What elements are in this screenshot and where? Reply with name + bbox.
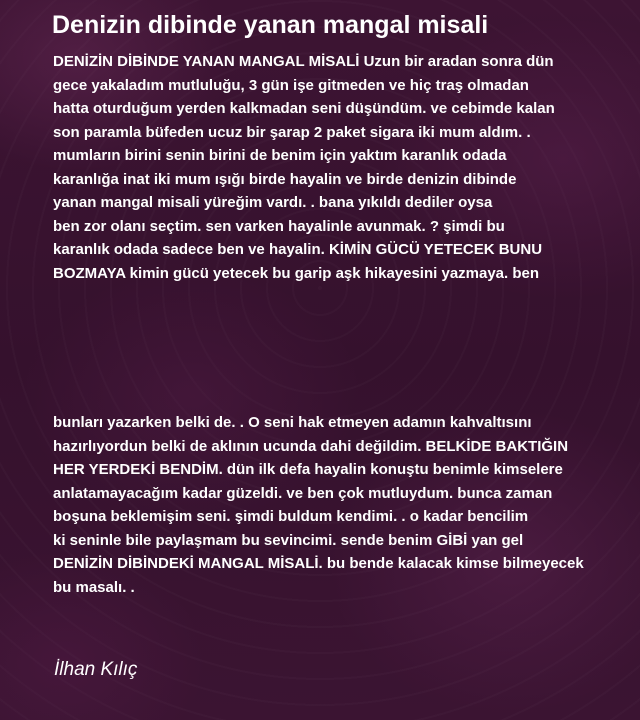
poem-line: son paramla büfeden ucuz bir şarap 2 paket sigara iki mum aldım. . <box>53 123 531 141</box>
poem-line: DENİZİN DİBİNDE YANAN MANGAL MİSALİ Uzun bir aradan sonra dün <box>53 53 554 70</box>
poem-title: Denizin dibinde yanan mangal misali <box>52 11 489 39</box>
poem-line: anlatamayacağım kadar güzeldi. ve ben çok mutluydum. bunca zaman <box>53 484 553 502</box>
poem-line: mumların birini senin birini de benim için yaktım karanlık odada <box>53 147 507 164</box>
poem-author: İlhan Kılıç <box>54 659 138 680</box>
poem-line: boşuna beklemişim seni. şimdi buldum kendimi. . o kadar bencilim <box>53 508 529 525</box>
poem-line: ki seninle bile paylaşmam bu sevincimi. sende benim GİBİ yan gel <box>53 531 524 549</box>
poem-line: HER YERDEKİ BENDİM. dün ilk defa hayalin konuştu benimle kimselere <box>53 461 563 478</box>
poem-line: yanan mangal misali yüreğim vardı. . bana yıkıldı dediler oysa <box>53 194 493 211</box>
poem-stanza-1 <box>53 50 555 285</box>
poem-line: hatta oturduğum yerden kalkmadan seni düşündüm. ve cebimde kalan <box>53 100 555 117</box>
poem-line: bunları yazarken belki de. . O seni hak etmeyen adamın kahvaltısını <box>53 414 532 431</box>
poem-stanza-2 <box>53 411 584 599</box>
poem-line: DENİZİN DİBİNDEKİ MANGAL MİSALİ. bu bende kalacak kimse bilmeyecek <box>53 555 584 572</box>
poem-line: hazırlıyordun belki de aklının ucunda dahi değildim. BELKİDE BAKTIĞIN <box>53 437 569 455</box>
poem-line: bu masalı. . <box>53 578 135 596</box>
poem-line: ben zor olanı seçtim. sen varken hayalinle avunmak. ? şimdi bu <box>53 217 505 235</box>
poem-line: gece yakaladım mutluluğu, 3 gün işe gitmeden ve hiç traş olmadan <box>53 76 529 94</box>
poem-line: BOZMAYA kimin gücü yetecek bu garip aşk hikayesini yazmaya. ben <box>53 264 540 282</box>
poem-line: karanlık odada sadece ben ve hayalin. KİMİN GÜCÜ YETECEK BUNU <box>53 241 543 258</box>
poem-line: karanlığa inat iki mum ışığı birde hayalin ve birde denizin dibinde <box>53 170 517 188</box>
